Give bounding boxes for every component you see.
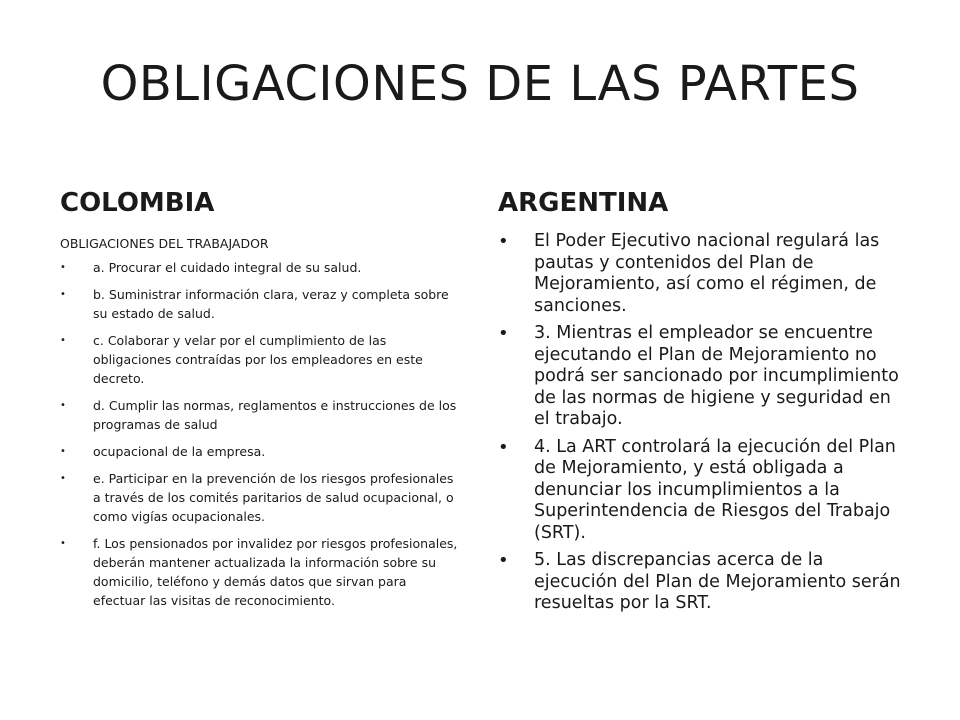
list-item (60, 258, 460, 277)
bullet-icon: • (498, 323, 509, 344)
bullet-icon: • (60, 262, 66, 273)
list-item-text: a. Procurar el cuidado integral de su salud. (93, 260, 362, 275)
list-item-text: ocupacional de la empresa. (93, 444, 266, 459)
bullet-icon: • (60, 473, 66, 484)
argentina-obligations-list (498, 231, 910, 621)
bullet-icon: • (60, 538, 66, 549)
bullet-icon: • (60, 400, 66, 411)
list-item-text: e. Participar en la prevención de los riesgos profesionales a través de los comités paritarios de salud ocupacional, o como vigías ocupacionales. (93, 471, 454, 524)
list-item (498, 437, 910, 545)
bullet-icon: • (60, 446, 66, 457)
list-item-text: b. Suministrar información clara, veraz y completa sobre su estado de salud. (93, 287, 449, 321)
list-item (60, 396, 460, 434)
bullet-icon: • (498, 550, 509, 571)
colombia-obligations-list (60, 258, 460, 618)
list-item (498, 323, 910, 431)
colombia-heading: COLOMBIA (60, 188, 215, 218)
list-item (60, 442, 460, 461)
list-item (60, 469, 460, 526)
bullet-icon: • (60, 289, 66, 300)
list-item (60, 331, 460, 388)
list-item (60, 285, 460, 323)
list-item-text: f. Los pensionados por invalidez por riesgos profesionales, deberán mantener actualizada la información sobre su domicilio, teléfono y demás datos que sirvan para efectuar las visitas de reconocimiento. (93, 536, 458, 608)
list-item-text: 5. Las discrepancias acerca de la ejecución del Plan de Mejoramiento serán resueltas por la SRT. (534, 550, 901, 613)
list-item-text: 3. Mientras el empleador se encuentre ejecutando el Plan de Mejoramiento no podrá ser sancionado por incumplimiento de las normas de higiene y seguridad en el trabajo. (534, 323, 899, 429)
list-item-text: El Poder Ejecutivo nacional regulará las pautas y contenidos del Plan de Mejoramiento, así como el régimen, de sanciones. (534, 231, 880, 316)
slide-title: OBLIGACIONES DE LAS PARTES (100, 56, 860, 112)
list-item-text: d. Cumplir las normas, reglamentos e instrucciones de los programas de salud (93, 398, 457, 432)
list-item (498, 550, 910, 615)
list-item-text: 4. La ART controlará la ejecución del Plan de Mejoramiento, y está obligada a denunciar los incumplimientos a la Superintendencia de Riesgos del Trabajo (SRT). (534, 436, 896, 543)
argentina-heading: ARGENTINA (498, 188, 669, 218)
bullet-icon: • (498, 436, 509, 458)
bullet-icon: • (60, 335, 66, 346)
list-item-text: c. Colaborar y velar por el cumplimiento de las obligaciones contraídas por los empleadores en este decreto. (93, 333, 423, 386)
list-item (498, 231, 910, 317)
worker-obligations-subheading: OBLIGACIONES DEL TRABAJADOR (60, 236, 269, 251)
bullet-icon: • (498, 231, 509, 252)
list-item (60, 534, 460, 610)
